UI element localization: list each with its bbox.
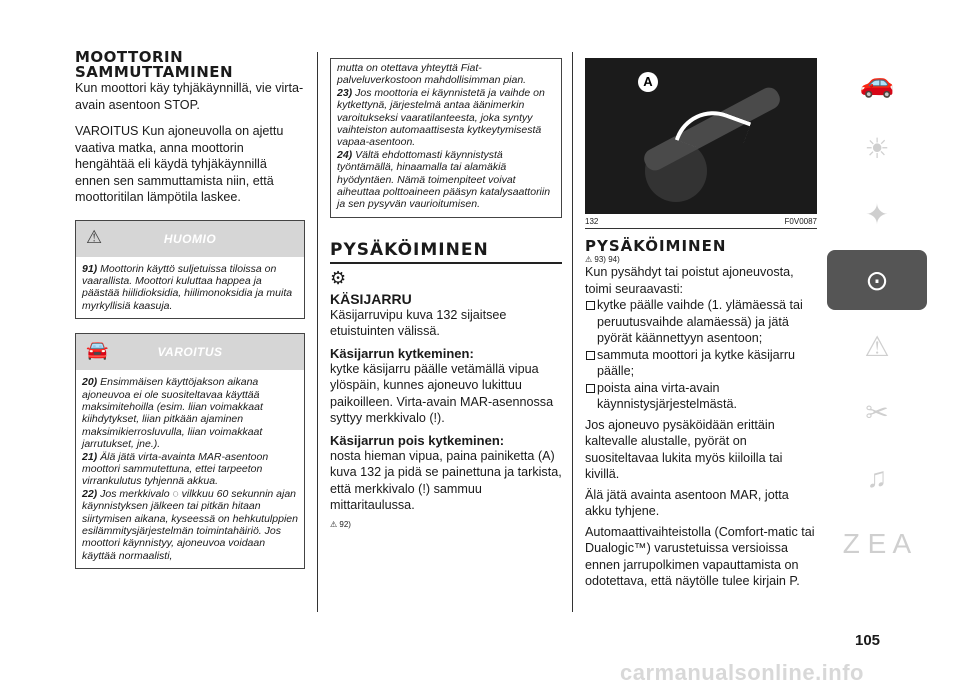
hint-box <box>75 220 305 320</box>
hint-title: HUOMIO <box>163 231 217 246</box>
warning-text: mutta on otettava yhteyttä Fiat-palveluverkostoon mahdollisimman pian. 23) Jos moottoria ei käynnistetä ja vaihde on kytkettynä, järjestelmä antaa äänimerkin varoitukseksi vaaratilanteesta, joka syntyy vaihteiston automaattisesta kytkeytymisestä vapaa-asentoon. 24) Vältä ehdottomasti käynnistystä työntämällä, hinaamalla tai alamäkiä hyödyntäen. Nämä toimenpiteet voivat aiheuttaa polttoaineen pääsyn katalysaattoriin ja sen pysyvän vaurioitumisen. <box>337 62 551 211</box>
column-divider <box>572 52 573 612</box>
bullet-item: poista aina virta-avain käynnistysjärjestelmästä. <box>585 380 817 413</box>
handbrake-subtitle: KÄSIJARRU <box>330 290 412 307</box>
parking-brake-symbol-icon: ⚙ <box>330 267 347 288</box>
figure-number: 132 <box>585 217 599 226</box>
hint-text: 91) Moottorin käyttö suljetuissa tiloissa on vaarallista. Moottori kuluttaa happea ja päästää hiilidioksidia, hiilimonoksidia ja muita myrkyllisiä kaasuja. <box>82 262 293 312</box>
alphabet-index-icon: Z E A <box>842 528 912 559</box>
paragraph: Käsijarruvipu kuva 132 sijaitsee etuistuinten välissä. <box>330 307 507 339</box>
airbag-safety-icon: ✦ <box>865 199 889 230</box>
figure-caption <box>585 214 817 229</box>
handbrake-figure <box>585 58 817 214</box>
bullet-item: sammuta moottori ja kytke käsijarru päälle; <box>585 347 817 380</box>
warning-header <box>76 334 304 370</box>
tab-starting-driving[interactable] <box>827 250 927 310</box>
steering-key-icon: ⊙ <box>865 265 889 296</box>
reference-note: ⚠ 93) 94) <box>585 255 620 264</box>
release-heading: Käsijarrun pois kytkeminen: <box>330 432 505 448</box>
column-1 <box>75 50 305 569</box>
warning-continued-box <box>330 58 562 218</box>
reference-note: ⚠ 92) <box>330 519 351 529</box>
warning-text: 20) Ensimmäisen käyttöjakson aikana ajoneuvoa ei ole suositeltavaa käyttää maksimitehoilla (esim. liian voimakkaat kiihdytykset, liian pitkään ajaminen maksimikierrosluvulla, liian voimakkaat jarrutukset, jne.). 21) Älä jätä virta-avainta MAR-asentoon moottori sammutettuna, ettei tarpeeton virrankulutus tyhjennä akkua. 22) Jos merkkivalo ◌ vilkkuu 60 sekunnin ajan käynnistyksen jälkeen tai pitkän hitaan siirtymisen aikana, kyseessä on hehkutulppien esilämmitysjärjestelmän toimintahäiriö. Jos moottori käynnistyy, ajoneuvoa voidaan käyttää normaalisti, <box>82 376 298 562</box>
column-3 <box>585 58 817 590</box>
tab-emergency[interactable] <box>827 316 927 376</box>
parking-section-title: PYSÄKÖIMINEN <box>330 239 489 260</box>
figure-marker: A <box>638 72 658 92</box>
paragraph: Kun pysähdyt tai poistut ajoneuvosta, toimi seuraavasti: <box>585 265 794 296</box>
warning-triangle-icon: ⚠ <box>86 226 103 247</box>
paragraph: kytke käsijarru päälle vetämällä vipua ylöspäin, kunnes ajoneuvo lukittuu paikoilleen. Virta-avain MAR-asennossa syttyy merkkivalo (!). <box>330 361 554 426</box>
paragraph: VAROITUS Kun ajoneuvolla on ajettu vaativa matka, anna moottorin hengähtää eli käydä tyhjäkäynnillä ennen sen sammuttamista niin, että moottoritilan lämpötila laskee. <box>75 124 284 204</box>
section-rule <box>330 262 562 264</box>
tab-multimedia[interactable] <box>827 448 927 508</box>
tab-dashboard-lights[interactable] <box>827 118 927 178</box>
tab-maintenance[interactable] <box>827 382 927 442</box>
warning-box <box>75 333 305 569</box>
tab-car-info[interactable] <box>827 52 927 112</box>
tab-safety[interactable] <box>827 184 927 244</box>
car-info-icon: 🚗 <box>859 67 895 98</box>
parking-title: PYSÄKÖIMINEN <box>585 237 727 255</box>
paragraph: Jos ajoneuvo pysäköidään erittäin kaltevalle alustalle, pyörät on suositeltavaa lukita myös kiiloilla tai kivillä. <box>585 417 783 481</box>
car-warning-icon: ⚠ <box>864 331 890 362</box>
dashboard-lights-icon: ☀ <box>864 133 890 164</box>
warning-title: VAROITUS <box>157 345 223 360</box>
music-multimedia-icon: ♫ <box>866 462 888 493</box>
warning-triangle-icon: ⚠ <box>585 255 593 264</box>
column-divider <box>317 52 318 612</box>
watermark: carmanualsonline.info <box>620 660 864 685</box>
figure-code: F0V0087 <box>784 217 817 226</box>
bullet-item: kytke päälle vaihde (1. ylämäessä tai peruutusvaihde alamäessä) ja jätä pyörät käännettyyn asentoon; <box>585 297 817 347</box>
column-2 <box>330 58 562 529</box>
wrench-service-icon: ✂ <box>865 397 889 428</box>
engine-stop-title: MOOTTORIN SAMMUTTAMINEN <box>75 48 234 81</box>
car-warning-icon: 🚘 <box>86 340 109 361</box>
chapter-sidebar <box>827 52 927 580</box>
apply-heading: Käsijarrun kytkeminen: <box>330 345 474 361</box>
paragraph: Kun moottori käy tyhjäkäynnillä, vie virta-avain asentoon STOP. <box>75 81 304 112</box>
paragraph: Älä jätä avainta asentoon MAR, jotta akku tyhjene. <box>585 487 789 518</box>
page-number: 105 <box>855 632 881 649</box>
tab-index[interactable] <box>827 514 927 574</box>
paragraph: Automaattivaihteistolla (Comfort-matic tai Dualogic™) varustetuissa versioissa ennen jarrupolkimen vapauttamista on odotettava, että näytölle tulee kirjain P. <box>585 524 815 588</box>
warning-triangle-icon: ⚠ <box>330 519 338 529</box>
hint-header <box>76 221 304 257</box>
paragraph: nosta hieman vipua, paina painiketta (A) kuva 132 ja pidä se painettuna ja tarkista, että merkkivalo (!) sammuu mittaritaulussa. <box>330 448 562 513</box>
